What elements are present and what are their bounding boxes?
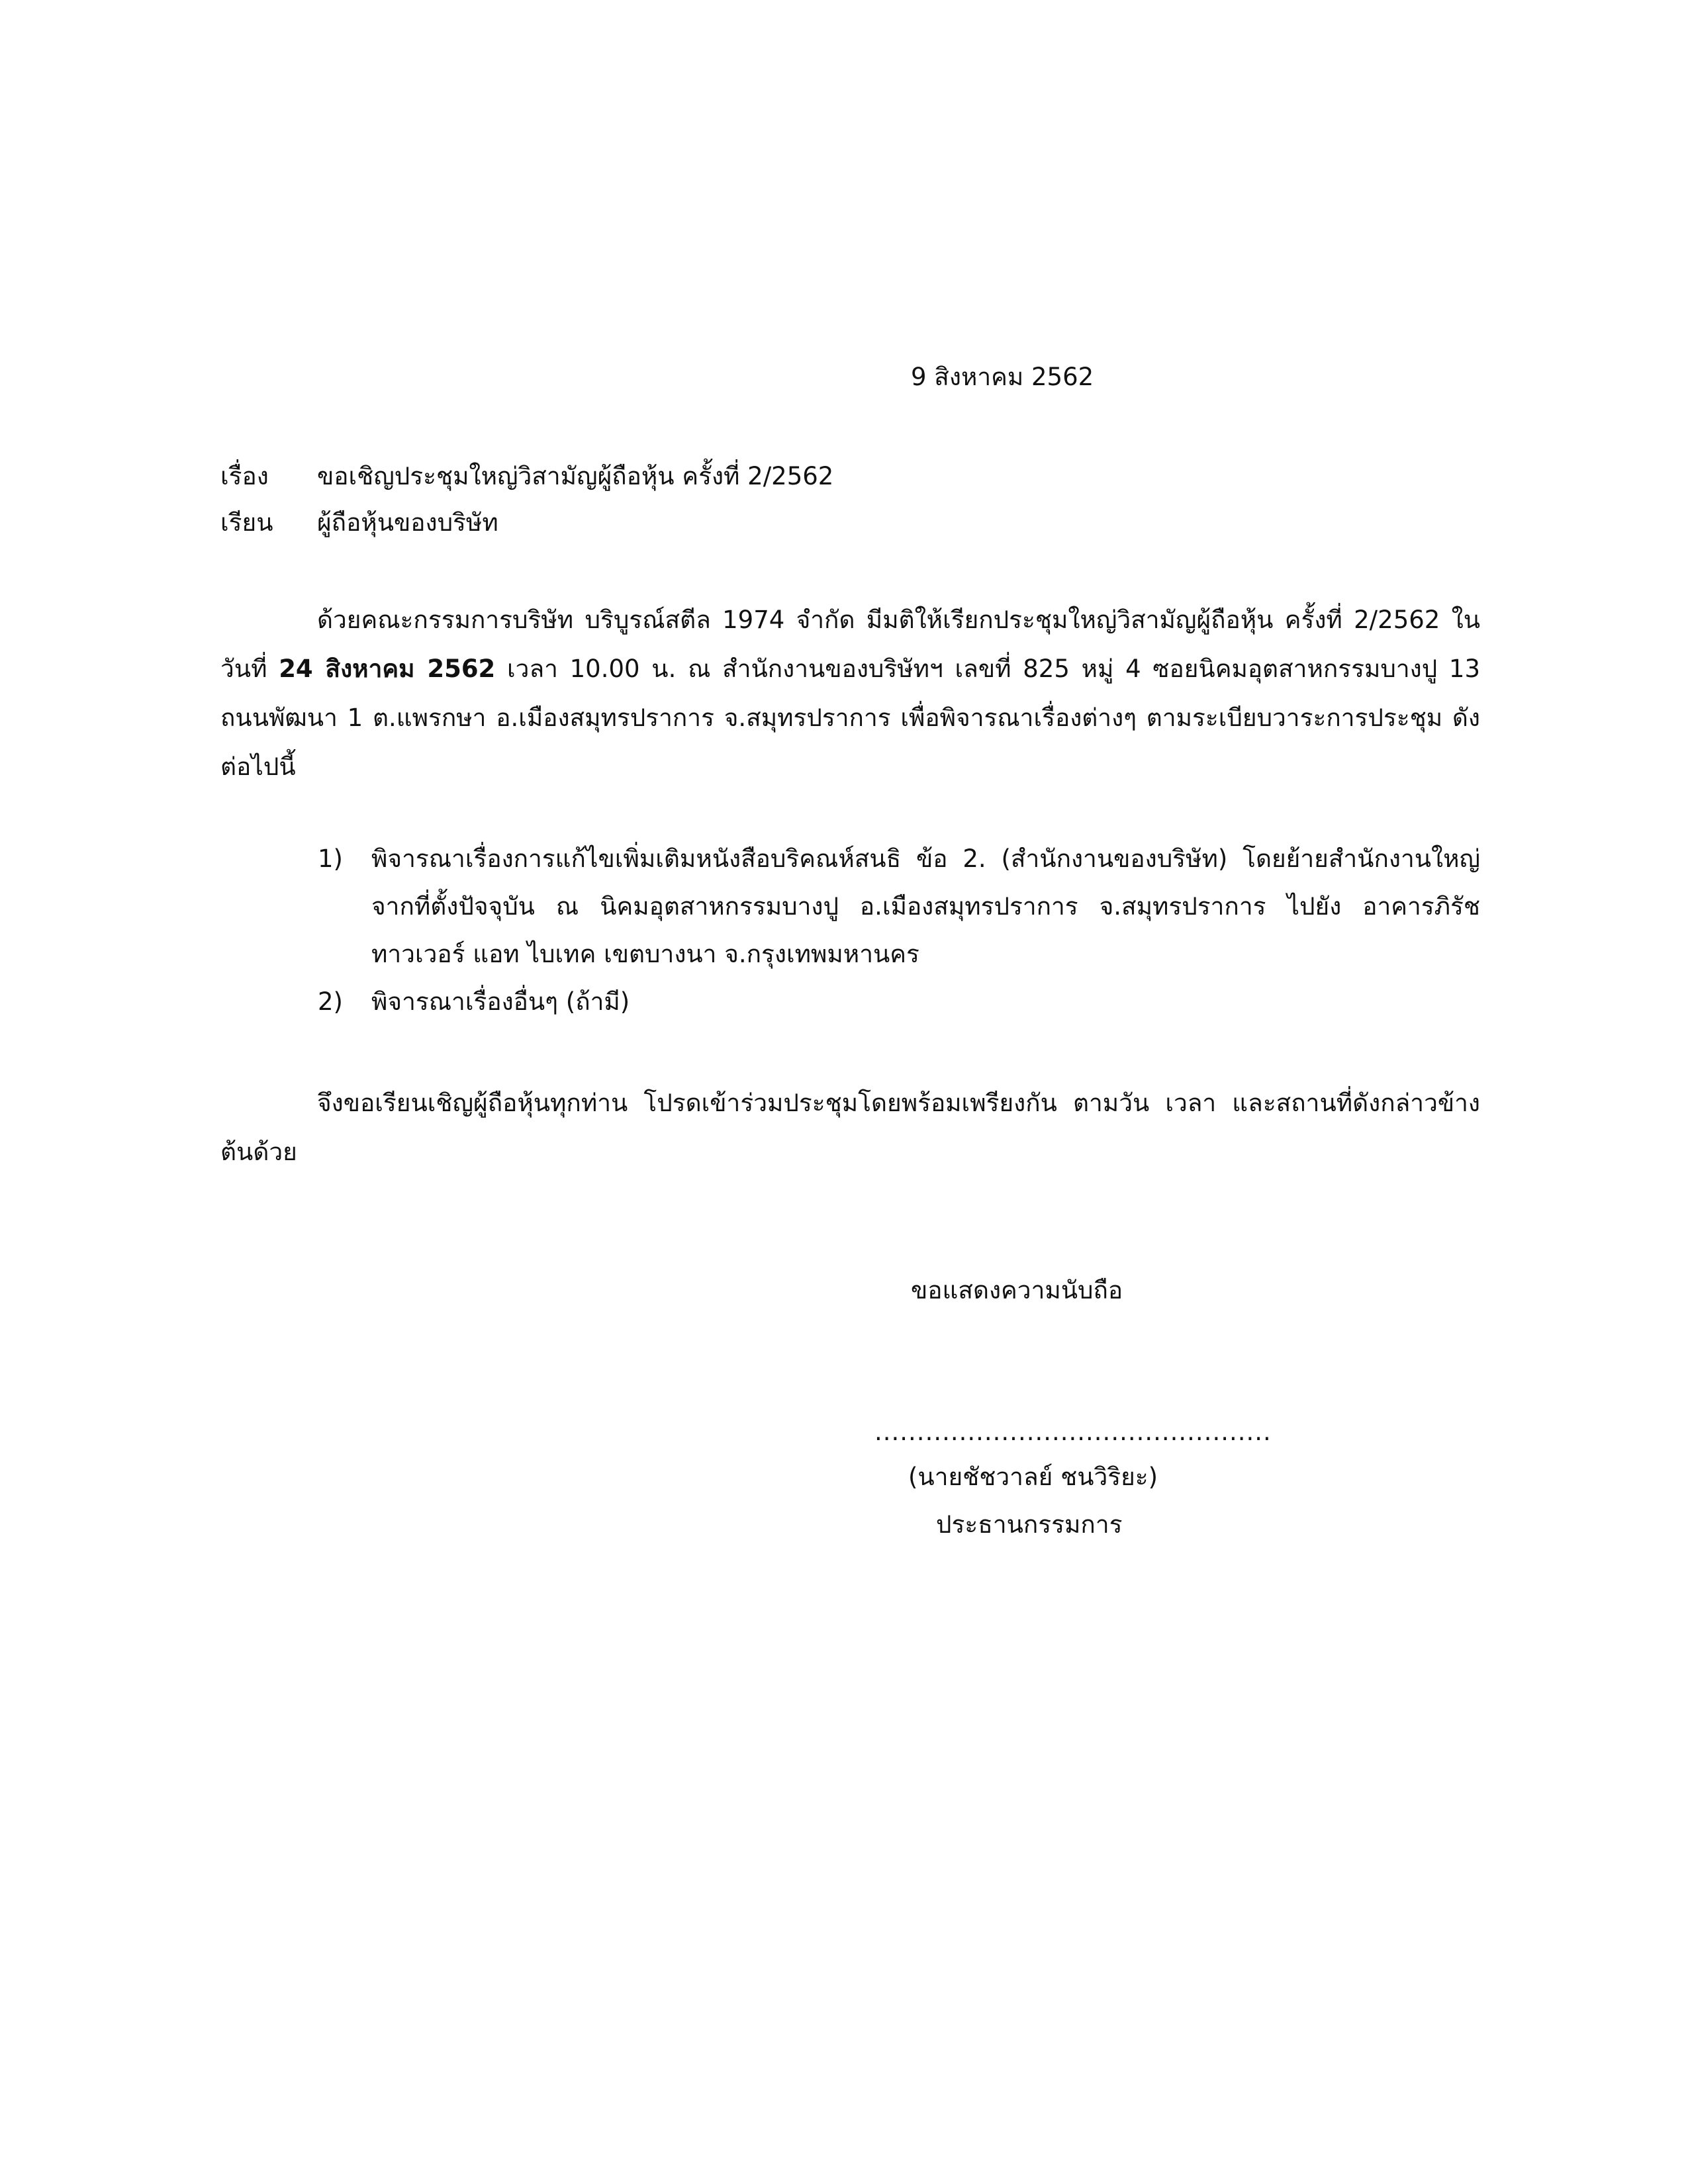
signature-line: ............................................... [874,1418,1272,1446]
recipient-label: เรียน [220,508,273,537]
subject-label: เรื่อง [220,462,269,490]
intro-text-part2: เวลา 10.00 น. ณ สำนักงานของบริษัทฯ เลขที่ 825 หมู่ 4 ซอยนิคมอุตสาหกรรมบางปู 13 ถนนพัฒนา 1 ต.แพรกษา อ.เมืองสมุทรปราการ จ.สมุทรปราการ เพื่อพิจารณาเรื่องต่างๆ ตามระเบียบวาระการประชุม ดังต่อไปนี้ [220,655,1480,781]
intro-paragraph [220,596,1480,792]
agenda-item-text: พิจารณาเรื่องอื่นๆ (ถ้ามี) [371,987,630,1016]
signatory-name: (นายชัชวาลย์ ชนวิริยะ) [908,1463,1158,1491]
intro-text-part1: ด้วยคณะกรรมการบริษัท บริบูรณ์สตีล 1974 จำกัด มีมติให้เรียกประชุมใหญ่วิสามัญผู้ถือหุ้น ครั้งที่ 2/2562 ในวันที่ [220,606,1480,683]
agenda-item-text: พิจารณาเรื่องการแก้ไขเพิ่มเติมหนังสือบริคณห์สนธิ ข้อ 2. (สำนักงานของบริษัท) โดยย้ายสำนักงานใหญ่จากที่ตั้งปัจจุบัน ณ นิคมอุตสาหกรรมบางปู อ.เมืองสมุทรปราการ จ.สมุทรปราการ ไปยัง อาคารภิรัชทาวเวอร์ แอท ไบเทค เขตบางนา จ.กรุงเทพมหานคร [371,844,1480,968]
signatory-title: ประธานกรรมการ [936,1510,1123,1539]
agenda-item-number: 1) [318,844,343,873]
closing-salutation: ขอแสดงความนับถือ [911,1276,1123,1304]
letter-date: 9 สิงหาคม 2562 [911,363,1094,391]
agenda-item [318,835,1480,978]
agenda-list [318,835,1480,1026]
invitation-paragraph: จึงขอเรียนเชิญผู้ถือหุ้นทุกท่าน โปรดเข้าร่วมประชุมโดยพร้อมเพรียงกัน ตามวัน เวลา และสถานที่ดังกล่าวข้างต้นด้วย [220,1089,1480,1166]
agenda-item [318,978,1480,1026]
meeting-date-bold: 24 สิงหาคม 2562 [279,655,496,683]
subject-text: ขอเชิญประชุมใหญ่วิสามัญผู้ถือหุ้น ครั้งที่ 2/2562 [317,462,834,490]
agenda-item-number: 2) [318,987,343,1016]
recipient-text: ผู้ถือหุ้นของบริษัท [317,508,498,537]
